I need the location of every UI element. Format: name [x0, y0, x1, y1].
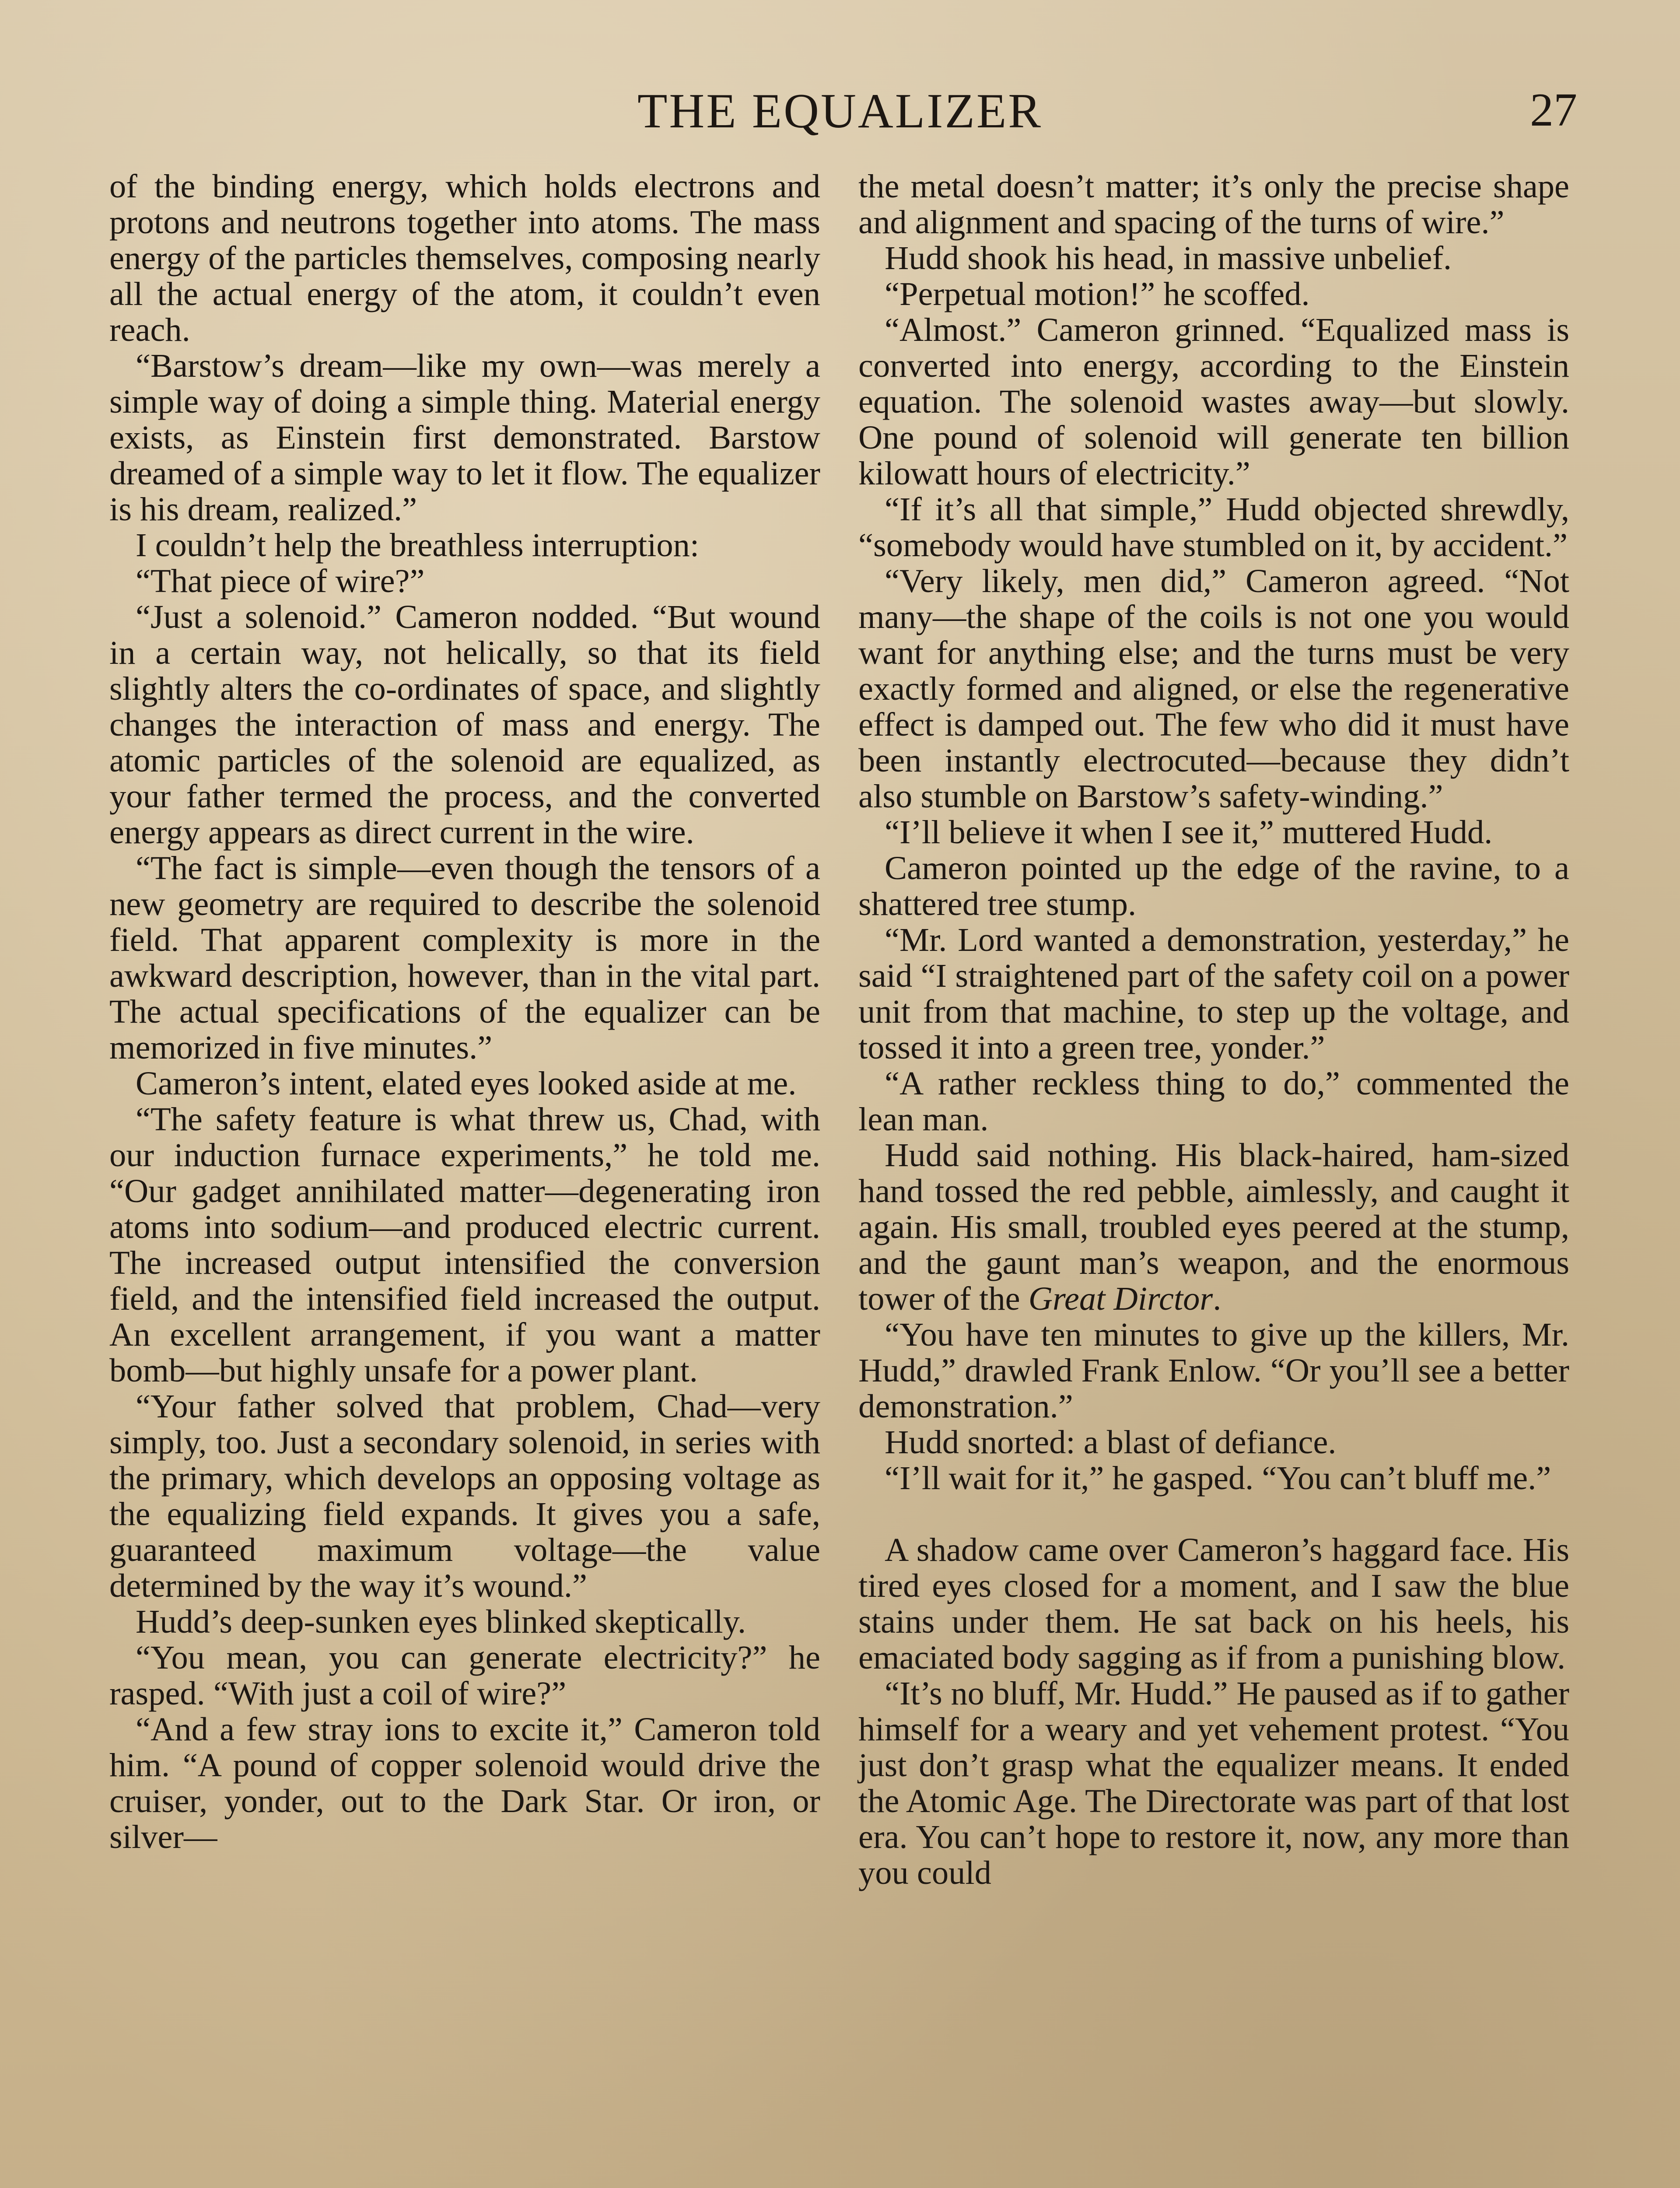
paragraph: Hudd’s deep-sunken eyes blinked skeptically.	[136, 1603, 746, 1640]
paragraph: the metal doesn’t matter; it’s only the precise shape and alignment and spacing of the turns of wire.”	[858, 168, 1569, 241]
paragraph: “A rather reckless thing to do,” commented the lean man.	[858, 1065, 1569, 1138]
right-column	[858, 168, 1569, 1891]
paragraph: “The fact is simple—even though the tensors of a new geometry are required to describe the solenoid field. That apparent complexity is more in the awkward description, however, than in the vital part. The actual specifications of the equalizer can be memorized in five minutes.”	[109, 849, 820, 1066]
paragraph: “Mr. Lord wanted a demonstration, yesterday,” he said “I straightened part of the safety coil on a power unit from that machine, to step up the voltage, and tossed it into a green tree, yonder.”	[858, 921, 1569, 1066]
paragraph: Cameron’s intent, elated eyes looked aside at me.	[136, 1065, 797, 1102]
paragraph: I couldn’t help the breathless interruption:	[136, 526, 700, 564]
period: .	[1213, 1280, 1222, 1317]
running-title: THE EQUALIZER	[637, 84, 1043, 138]
paragraph: Cameron pointed up the edge of the ravine, to a shattered tree stump.	[858, 849, 1569, 922]
paragraph: “Your father solved that problem, Chad—very simply, too. Just a secondary solenoid, in series with the primary, which develops an opposing voltage as the equalizing field expands. It gives you a safe, guaranteed maximum voltage—the value determined by the way it’s wound.”	[109, 1388, 820, 1604]
paragraph: A shadow came over Cameron’s haggard face. His tired eyes closed for a moment, and I saw the blue stains under them. He sat back on his heels, his emaciated body sagging as if from a punishing blow.	[858, 1531, 1569, 1676]
paragraph: of the binding energy, which holds electrons and protons and neutrons together into atoms. The mass energy of the particles themselves, composing nearly all the actual energy of the atom, it couldn’t even reach.	[109, 168, 820, 348]
paragraph: “You have ten minutes to give up the killers, Mr. Hudd,” drawled Frank Enlow. “Or you’ll see a better demonstration.”	[858, 1316, 1569, 1425]
paragraph: “I’ll wait for it,” he gasped. “You can’t bluff me.”	[885, 1459, 1551, 1497]
left-column	[109, 168, 820, 1855]
paragraph: “It’s no bluff, Mr. Hudd.” He paused as if to gather himself for a weary and yet vehement protest. “You just don’t grasp what the equalizer means. It ended the Atomic Age. The Directorate was part of that lost era. You can’t hope to restore it, now, any more than you could	[858, 1675, 1569, 1891]
paragraph: “You mean, you can generate electricity?” he rasped. “With just a coil of wire?”	[109, 1639, 820, 1712]
running-head	[0, 83, 1680, 149]
paragraph-text: Hudd said nothing. His black-haired, ham-sized hand tossed the red pebble, aimlessly, and caught it again. His small, troubled eyes peered at the stump, and the gaunt man’s weapon, and the enormous tower of the	[858, 1136, 1569, 1317]
page-number: 27	[1530, 84, 1577, 136]
paragraph: “Barstow’s dream—like my own—was merely a simple way of doing a simple thing. Material energy exists, as Einstein first demonstrated. Barstow dreamed of a simple way to let it flow. The equalizer is his dream, realized.”	[109, 347, 820, 528]
paragraph: Hudd snorted: a blast of defiance.	[885, 1424, 1337, 1461]
paragraph: “If it’s all that simple,” Hudd objected shrewdly, “somebody would have stumbled on it, by accident.”	[858, 491, 1569, 564]
paragraph: “Almost.” Cameron grinned. “Equalized mass is converted into energy, according to the Einstein equation. The solenoid wastes away—but slowly. One pound of solenoid will generate ten billion kilowatt hours of electricity.”	[858, 311, 1569, 492]
paragraph: “Very likely, men did,” Cameron agreed. “Not many—the shape of the coils is not one you would want for anything else; and the turns must be very exactly formed and aligned, or else the regenerative effect is damped out. The few who did it must have been instantly electrocuted—because they didn’t also stumble on Barstow’s safety-winding.”	[858, 562, 1569, 815]
paragraph: “Just a solenoid.” Cameron nodded. “But wound in a certain way, not helically, so that its field slightly alters the co-ordinates of space, and slightly changes the interaction of mass and energy. The atomic particles of the solenoid are equalized, as your father termed the process, and the converted energy appears as direct current in the wire.	[109, 598, 820, 851]
ship-name: Great Dirctor	[1028, 1280, 1213, 1317]
paragraph: Hudd shook his head, in massive unbelief.	[885, 239, 1452, 277]
paragraph: “Perpetual motion!” he scoffed.	[885, 275, 1310, 312]
paragraph: “I’ll believe it when I see it,” muttered Hudd.	[885, 813, 1493, 851]
paragraph: “That piece of wire?”	[136, 562, 425, 600]
paragraph: “The safety feature is what threw us, Chad, with our induction furnace experiments,” he told me. “Our gadget annihilated matter—degenerating iron atoms into sodium—and produced electric current. The increased output intensified the conversion field, and the intensified field increased the output. An excellent arrangement, if you want a matter bomb—but highly unsafe for a power plant.	[109, 1101, 820, 1389]
paragraph	[858, 1137, 1569, 1317]
paragraph: “And a few stray ions to excite it,” Cameron told him. “A pound of copper solenoid would drive the cruiser, yonder, out to the Dark Star. Or iron, or silver—	[109, 1711, 820, 1855]
